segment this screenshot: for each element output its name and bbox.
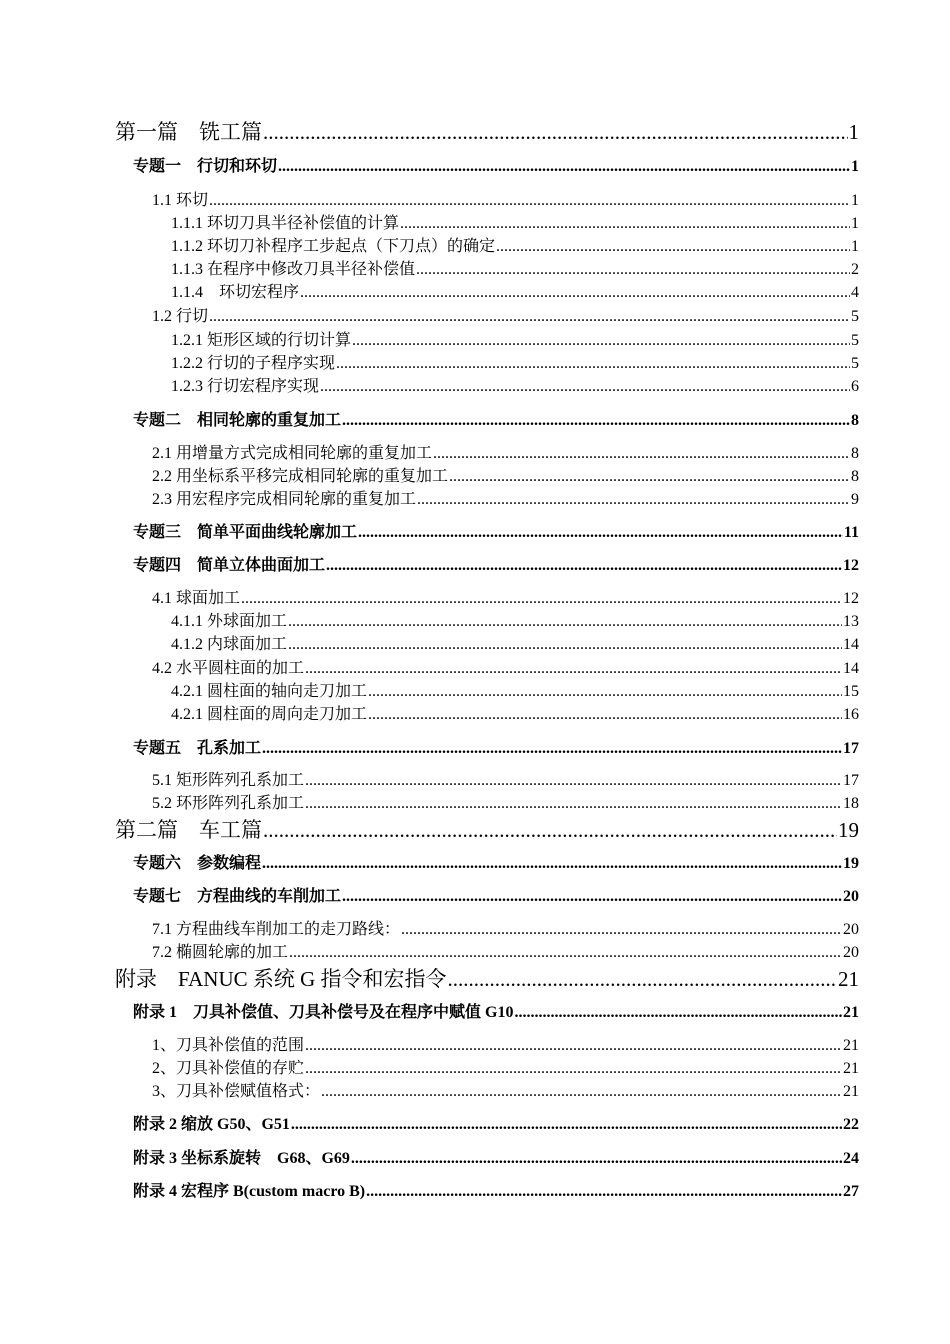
toc-entry-title: 4.1 球面加工 <box>152 590 241 607</box>
dot-leader <box>263 120 848 145</box>
toc-entry-title: 专题一 行切和环切 <box>133 158 278 175</box>
toc-entry-title: 附录 2 缩放 G50、G51 <box>133 1116 290 1133</box>
toc-entry[interactable] <box>133 1111 859 1134</box>
toc-entry-page: 22 <box>843 1116 859 1133</box>
dot-leader <box>300 284 850 302</box>
dot-leader <box>291 1116 842 1134</box>
toc-entry[interactable] <box>171 373 859 396</box>
toc-entry-page: 17 <box>843 772 859 789</box>
toc-entry-title: 专题七 方程曲线的车削加工 <box>133 888 342 905</box>
toc-entry-title: 第一篇 铣工篇 <box>115 120 262 144</box>
toc-entry-page: 27 <box>843 1183 859 1200</box>
toc-entry-title: 2.2 用坐标系平移完成相同轮廓的重复加工 <box>152 468 449 485</box>
toc-entry-title: 1.1.2 环切刀补程序工步起点（下刀点）的确定 <box>171 238 496 255</box>
toc-entry-title: 附录 FANUC 系统 G 指令和宏指令 <box>115 967 447 991</box>
toc-entry[interactable] <box>115 814 859 844</box>
toc-entry-title: 4.1.2 内球面加工 <box>171 636 288 653</box>
dot-leader <box>336 355 850 373</box>
toc-entry[interactable] <box>171 701 859 724</box>
toc-entry[interactable] <box>171 608 859 631</box>
dot-leader <box>352 332 850 350</box>
toc-entry-title: 2.1 用增量方式完成相同轮廓的重复加工 <box>152 445 433 462</box>
toc-entry-title: 1.2 行切 <box>152 308 209 325</box>
toc-entry-title: 4.2 水平圆柱面的加工 <box>152 660 305 677</box>
toc-entry-page: 20 <box>843 888 859 905</box>
toc-entry[interactable] <box>152 1032 859 1055</box>
toc-entry-page: 19 <box>838 818 859 842</box>
dot-leader <box>262 740 842 758</box>
toc-entry-title: 1.1.1 环切刀具半径补偿值的计算 <box>171 215 400 232</box>
toc-entry-title: 1.2.2 行切的子程序实现 <box>171 355 336 372</box>
dot-leader <box>209 192 850 210</box>
toc-entry[interactable] <box>171 233 859 256</box>
dot-leader <box>433 445 850 463</box>
dot-leader <box>342 888 842 906</box>
toc-entry-title: 4.2.1 圆柱面的轴向走刀加工 <box>171 683 368 700</box>
toc-entry-page: 5 <box>851 308 859 325</box>
toc-entry-page: 19 <box>843 855 859 872</box>
toc-entry-title: 附录 4 宏程序 B(custom macro B) <box>133 1183 366 1200</box>
toc-entry[interactable] <box>152 1055 859 1078</box>
dot-leader <box>305 660 842 678</box>
dot-leader <box>342 412 850 430</box>
toc-entry-page: 24 <box>843 1150 859 1167</box>
toc-entry-title: 第二篇 车工篇 <box>115 818 262 842</box>
toc-entry[interactable] <box>133 552 859 575</box>
toc-entry-page: 8 <box>851 468 859 485</box>
toc-entry-page: 1 <box>848 120 859 144</box>
toc-entry[interactable] <box>171 350 859 373</box>
dot-leader <box>366 1183 842 1201</box>
toc-entry-title: 专题四 简单立体曲面加工 <box>133 557 326 574</box>
toc-entry[interactable] <box>171 210 859 233</box>
toc-entry-title: 5.1 矩形阵列孔系加工 <box>152 772 305 789</box>
toc-entry-page: 12 <box>843 557 859 574</box>
toc-entry-page: 1 <box>851 192 859 209</box>
toc-entry-page: 16 <box>843 706 859 723</box>
toc-entry[interactable] <box>133 883 859 906</box>
toc-entry-page: 17 <box>843 740 859 757</box>
toc-entry-page: 4 <box>851 284 859 301</box>
toc-entry-title: 7.2 椭圆轮廓的加工 <box>152 944 289 961</box>
toc-entry-page: 11 <box>843 524 859 541</box>
toc-entry[interactable] <box>133 1145 859 1168</box>
toc-entry-title: 1、刀具补偿值的范围 <box>152 1037 305 1054</box>
dot-leader <box>305 1037 842 1055</box>
toc-entry-title: 专题二 相同轮廓的重复加工 <box>133 412 342 429</box>
toc-entry-page: 21 <box>843 1083 859 1100</box>
toc-entry[interactable] <box>115 963 859 993</box>
toc-entry-page: 13 <box>843 613 859 630</box>
toc-entry-page: 8 <box>851 445 859 462</box>
dot-leader <box>288 613 842 631</box>
toc-entry[interactable] <box>152 790 859 813</box>
dot-leader <box>368 683 842 701</box>
toc-entry-title: 4.2.1 圆柱面的周向走刀加工 <box>171 706 368 723</box>
dot-leader <box>368 706 842 724</box>
toc-entry-page: 9 <box>851 491 859 508</box>
toc-entry[interactable] <box>152 440 859 463</box>
dot-leader <box>209 308 850 326</box>
toc-entry-page: 21 <box>843 1004 859 1021</box>
toc-entry[interactable] <box>133 519 859 542</box>
toc-entry-page: 5 <box>851 332 859 349</box>
dot-leader <box>262 855 842 873</box>
toc-entry[interactable] <box>133 850 859 873</box>
toc-entry-page: 2 <box>851 261 859 278</box>
toc-entry-title: 专题三 简单平面曲线轮廓加工 <box>133 524 358 541</box>
toc-entry[interactable] <box>133 1178 859 1201</box>
dot-leader <box>416 261 850 279</box>
dot-leader <box>449 468 850 486</box>
toc-entry[interactable] <box>171 256 859 279</box>
dot-leader <box>288 636 842 654</box>
toc-entry-page: 12 <box>843 590 859 607</box>
toc-entry-title: 5.2 环形阵列孔系加工 <box>152 795 305 812</box>
toc-entry-title: 附录 1 刀具补偿值、刀具补偿号及在程序中赋值 G10 <box>133 1004 514 1021</box>
toc-entry-page: 8 <box>851 412 859 429</box>
toc-entry[interactable] <box>115 116 859 146</box>
toc-entry[interactable] <box>133 153 859 176</box>
dot-leader <box>321 1083 842 1101</box>
toc-entry[interactable] <box>152 767 859 790</box>
dot-leader <box>514 1004 842 1022</box>
toc-entry[interactable] <box>171 279 859 302</box>
toc-entry[interactable] <box>152 463 859 486</box>
toc-entry[interactable] <box>152 1078 859 1101</box>
toc-entry-page: 20 <box>843 921 859 938</box>
toc-entry[interactable] <box>152 187 859 210</box>
toc-entry-page: 20 <box>843 944 859 961</box>
dot-leader <box>278 158 850 176</box>
dot-leader <box>496 238 850 256</box>
toc-entry-title: 专题六 参数编程 <box>133 855 262 872</box>
toc-entry-title: 2、刀具补偿值的存贮 <box>152 1060 305 1077</box>
dot-leader <box>358 524 843 542</box>
toc-entry-page: 21 <box>843 1060 859 1077</box>
toc-entry[interactable] <box>152 939 859 962</box>
toc-entry[interactable] <box>133 407 859 430</box>
dot-leader <box>326 557 842 575</box>
toc-entry-title: 专题五 孔系加工 <box>133 740 262 757</box>
toc-entry-page: 14 <box>843 660 859 677</box>
toc-entry-title: 1.1 环切 <box>152 192 209 209</box>
dot-leader <box>401 921 842 939</box>
toc-entry-page: 18 <box>843 795 859 812</box>
toc-entry[interactable] <box>152 655 859 678</box>
dot-leader <box>351 1150 842 1168</box>
toc-entry[interactable] <box>133 735 859 758</box>
dot-leader <box>289 944 842 962</box>
dot-leader <box>241 590 842 608</box>
dot-leader <box>305 772 842 790</box>
toc-entry-page: 1 <box>851 215 859 232</box>
dot-leader <box>305 795 842 813</box>
toc-entry-title: 3、刀具补偿赋值格式： <box>152 1083 321 1100</box>
toc-entry[interactable] <box>171 678 859 701</box>
toc-entry-title: 4.1.1 外球面加工 <box>171 613 288 630</box>
dot-leader <box>263 818 837 843</box>
toc-entry[interactable] <box>171 631 859 654</box>
toc-entry-title: 7.1 方程曲线车削加工的走刀路线： <box>152 921 401 938</box>
toc-entry-page: 15 <box>843 683 859 700</box>
toc-entry[interactable] <box>171 327 859 350</box>
toc-entry-title: 2.3 用宏程序完成相同轮廓的重复加工 <box>152 491 417 508</box>
toc-entry-title: 附录 3 坐标系旋转 G68、G69 <box>133 1150 350 1167</box>
toc-entry-title: 1.2.1 矩形区域的行切计算 <box>171 332 352 349</box>
toc-entry[interactable] <box>152 916 859 939</box>
toc-entry[interactable] <box>133 999 859 1022</box>
toc-entry[interactable] <box>152 585 859 608</box>
toc-entry-page: 21 <box>838 967 859 991</box>
dot-leader <box>417 491 850 509</box>
toc-entry-title: 1.1.4 环切宏程序 <box>171 284 300 301</box>
dot-leader <box>400 215 850 233</box>
toc-entry[interactable] <box>152 303 859 326</box>
toc-entry[interactable] <box>152 486 859 509</box>
toc-entry-title: 1.2.3 行切宏程序实现 <box>171 378 320 395</box>
toc-entry-page: 21 <box>843 1037 859 1054</box>
toc-entry-page: 1 <box>851 158 859 175</box>
toc-entry-page: 6 <box>851 378 859 395</box>
toc-entry-page: 1 <box>851 238 859 255</box>
toc-entry-page: 14 <box>843 636 859 653</box>
toc-entry-page: 5 <box>851 355 859 372</box>
toc-entry-title: 1.1.3 在程序中修改刀具半径补偿值 <box>171 261 416 278</box>
dot-leader <box>448 967 837 992</box>
dot-leader <box>305 1060 842 1078</box>
dot-leader <box>320 378 850 396</box>
